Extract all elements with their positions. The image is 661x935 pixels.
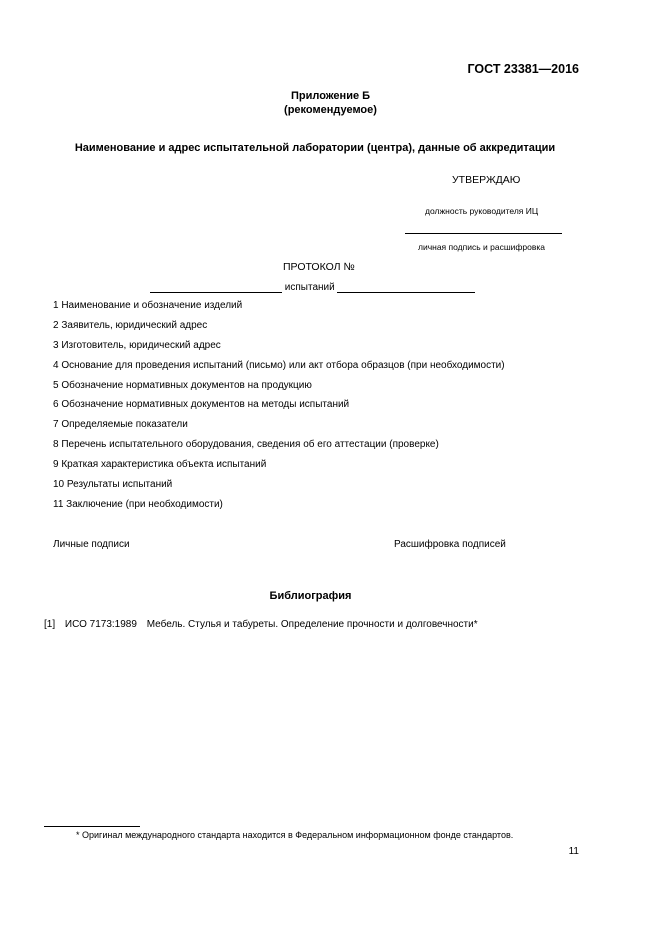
list-item: 9 Краткая характеристика объекта испытаний — [53, 459, 267, 471]
signature-line — [405, 233, 562, 234]
signatures-right: Расшифровка подписей — [394, 539, 506, 550]
protocol-items-list — [53, 300, 505, 519]
list-item: 2 Заявитель, юридический адрес — [53, 319, 208, 331]
approval-label: УТВЕРЖДАЮ — [452, 174, 521, 186]
bibliography-number: [1] — [44, 619, 56, 630]
bibliography-text: Мебель. Стулья и табуреты. Определение прочности и долговечности* — [146, 619, 478, 630]
page-number: 11 — [568, 846, 579, 857]
protocol-title: ПРОТОКОЛ № — [283, 261, 355, 273]
tests-label: испытаний — [284, 282, 335, 293]
protocol-tests-row — [150, 282, 475, 293]
list-item: 6 Обозначение нормативных документов на методы испытаний — [53, 399, 350, 411]
bibliography-title: Библиография — [269, 590, 352, 602]
footnote-divider — [44, 826, 140, 827]
blank-field — [337, 282, 475, 293]
list-item: 4 Основание для проведения испытаний (письмо) или акт отбора образцов (при необходимости) — [53, 359, 505, 371]
list-item: 10 Результаты испытаний — [53, 479, 173, 491]
bibliography-entry — [44, 619, 485, 630]
standard-number: ГОСТ 23381—2016 — [467, 62, 579, 76]
list-item: 5 Обозначение нормативных документов на продукцию — [53, 379, 312, 391]
list-item: 7 Определяемые показатели — [53, 419, 188, 431]
signature-caption: личная подпись и расшифровка — [418, 242, 545, 252]
footnote: * Оригинал международного стандарта находится в Федеральном информационном фонде стандартов. — [76, 830, 514, 840]
section-title: Наименование и адрес испытательной лаборатории (центра), данные об аккредитации — [74, 142, 556, 154]
approval-position: должность руководителя ИЦ — [425, 206, 539, 216]
signatures-left: Личные подписи — [53, 539, 130, 550]
list-item: 11 Заключение (при необходимости) — [53, 498, 223, 510]
blank-field — [150, 282, 282, 293]
list-item: 3 Изготовитель, юридический адрес — [53, 339, 221, 351]
list-item: 1 Наименование и обозначение изделий — [53, 300, 243, 311]
appendix-subtitle: (рекомендуемое) — [284, 104, 377, 116]
appendix-title: Приложение Б — [290, 90, 371, 102]
bibliography-code: ИСО 7173:1989 — [64, 619, 137, 630]
list-item: 8 Перечень испытательного оборудования, сведения об его аттестации (проверке) — [53, 439, 439, 451]
